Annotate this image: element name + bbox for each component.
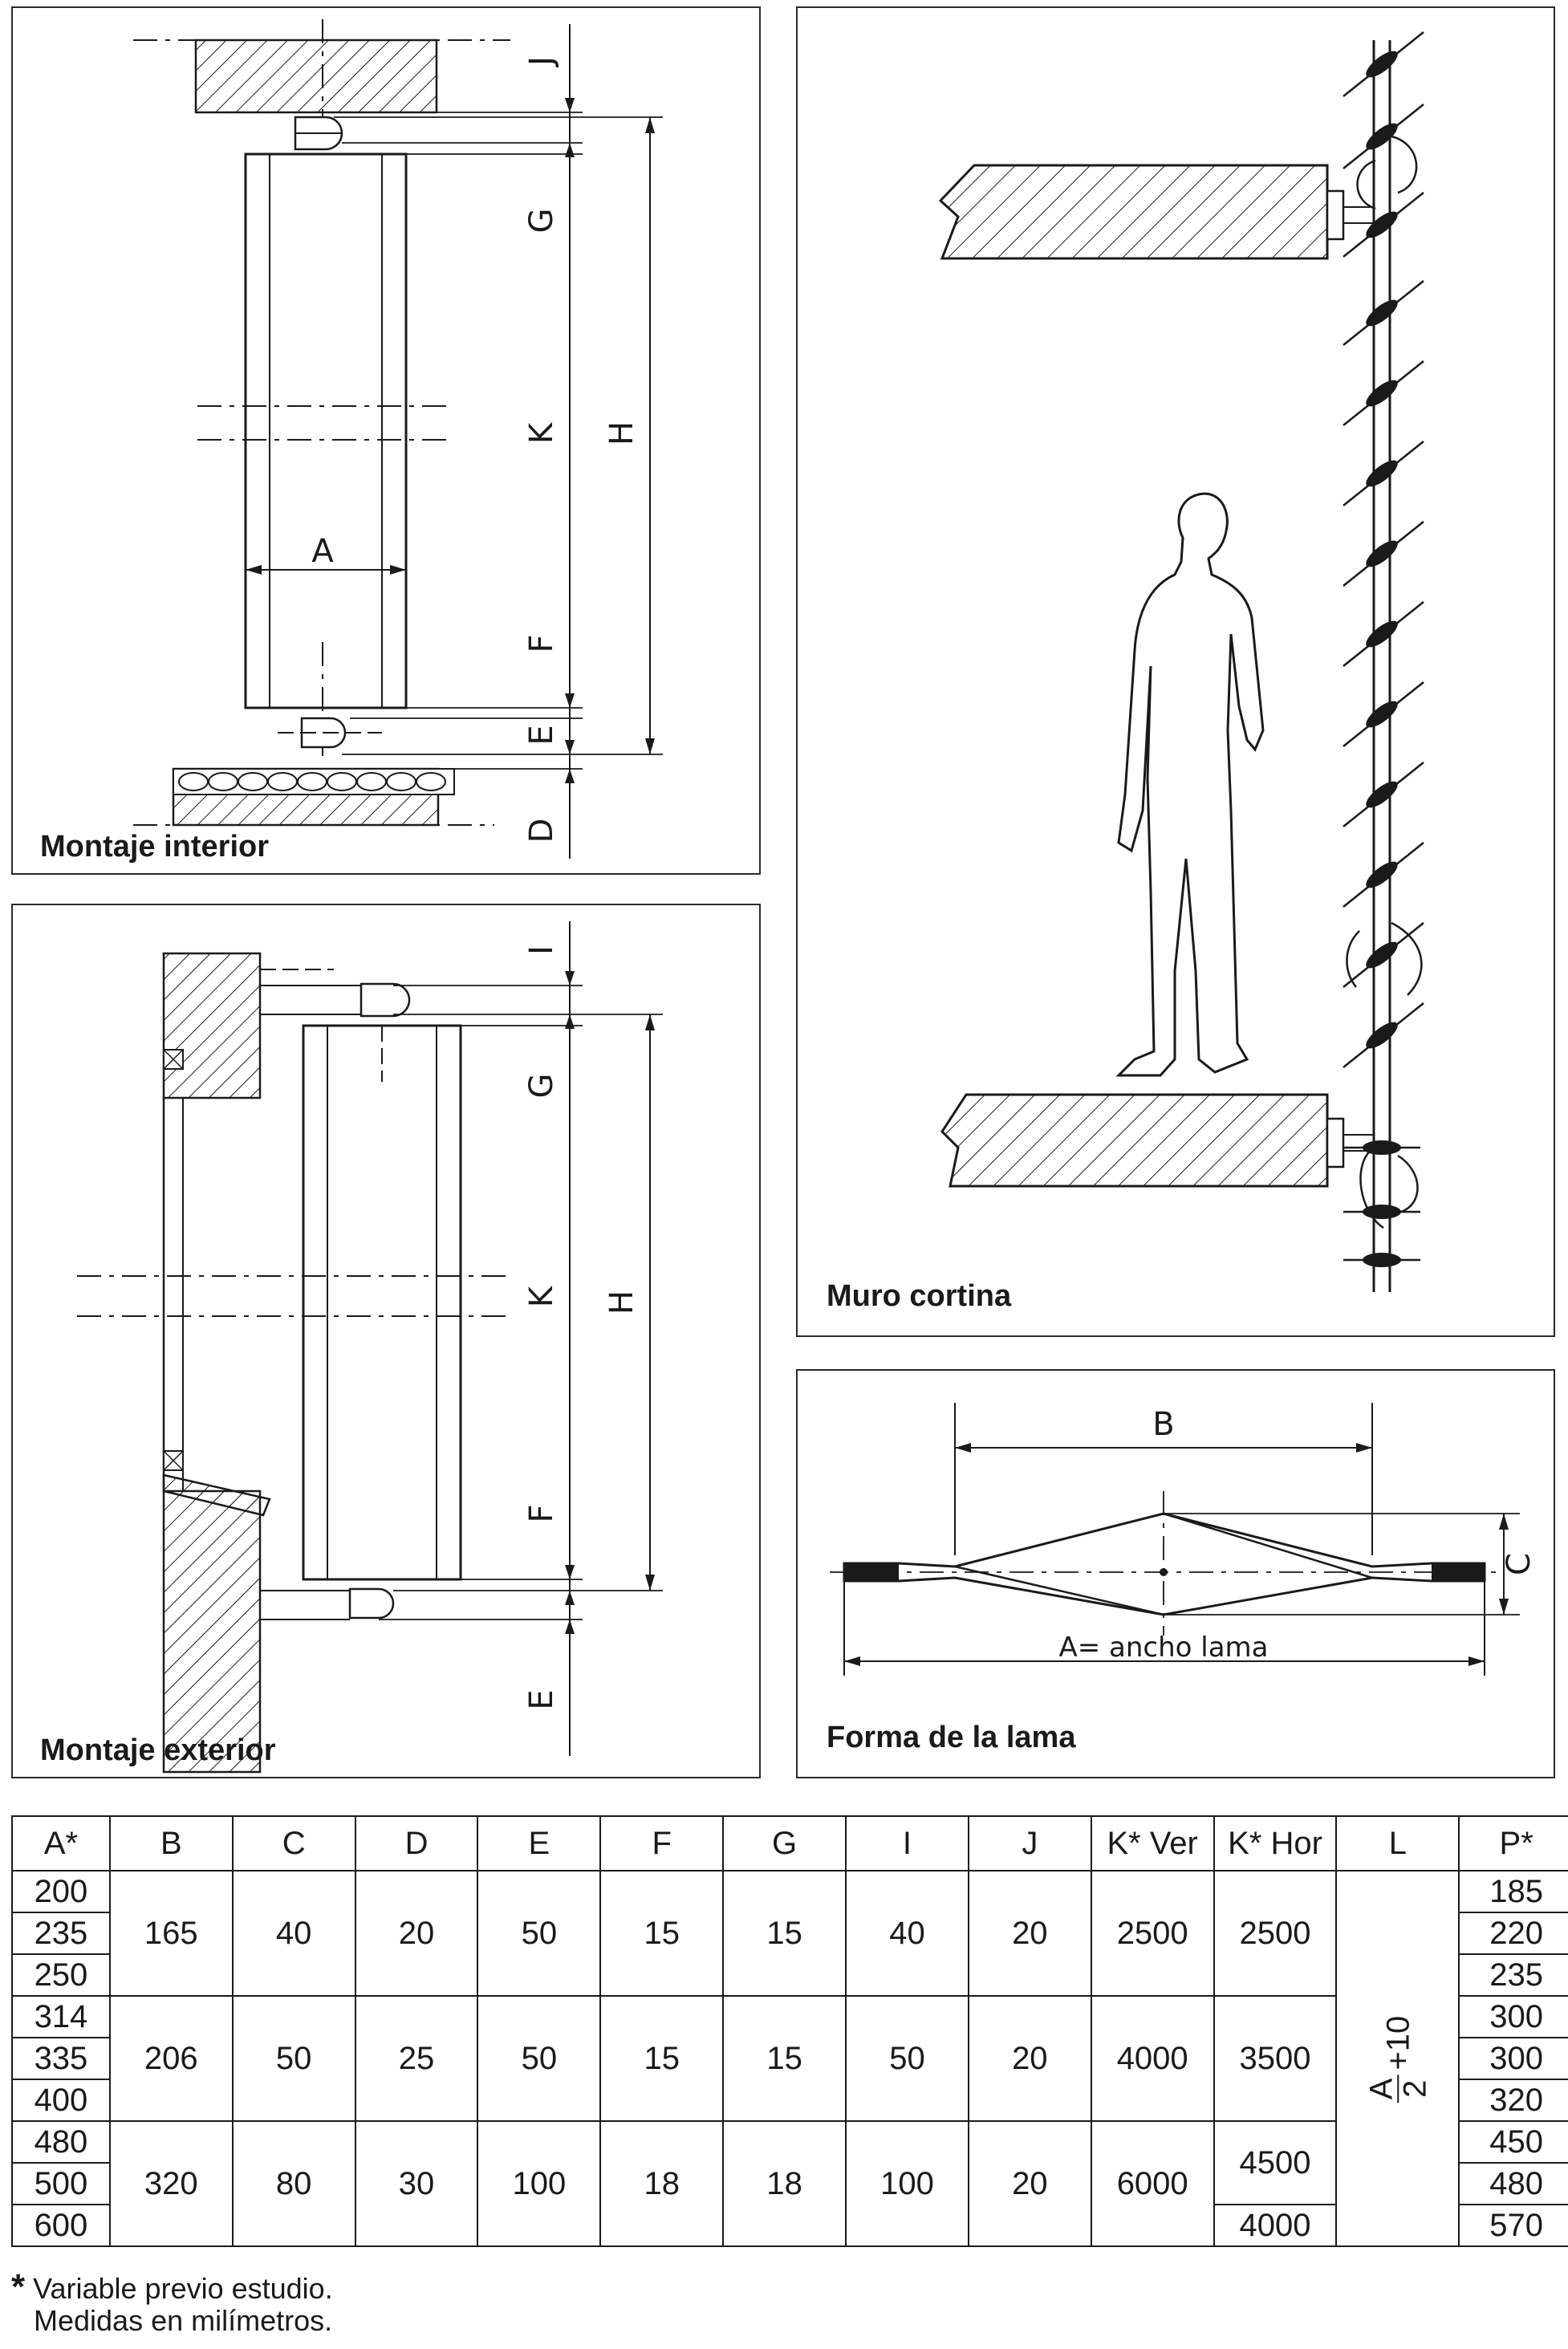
- footnote-star: *: [11, 2267, 26, 2306]
- cell-a: 250: [12, 1954, 110, 1996]
- l-fraction: [1365, 2075, 1431, 2103]
- l-numerator: A: [1365, 2075, 1399, 2103]
- table-row: [12, 1996, 1568, 2038]
- cell-k-hor: 4000: [1214, 2205, 1337, 2246]
- curtain-blade: [1363, 857, 1402, 892]
- footnote-text-2: Medidas en milímetros.: [34, 2304, 333, 2337]
- blade-profile: [844, 1514, 1485, 1615]
- header-l: L: [1336, 1816, 1459, 1871]
- label-a-ancho: A= ancho lama: [1058, 1632, 1269, 1664]
- cell-d: 20: [355, 1871, 478, 1996]
- upper-slab: [940, 165, 1327, 258]
- cell-p: 300: [1459, 1996, 1568, 2038]
- header-g: G: [723, 1816, 846, 1871]
- cell-f: 15: [600, 1871, 723, 1996]
- label-h: H: [603, 421, 640, 446]
- header-k-ver: K* Ver: [1091, 1816, 1214, 1871]
- header-i: I: [846, 1816, 969, 1871]
- header-b: B: [110, 1816, 233, 1871]
- cell-a: 500: [12, 2163, 110, 2205]
- forma-lama-drawing: [798, 1371, 1557, 1780]
- header-e: E: [477, 1816, 600, 1871]
- footnote-text-1: Variable previo estudio.: [33, 2272, 333, 2305]
- cell-g: 15: [723, 1871, 846, 1996]
- cell-a: 600: [12, 2205, 110, 2246]
- label-g-ext: G: [523, 1073, 560, 1099]
- ceiling-slab: [196, 40, 437, 112]
- cell-j: 20: [969, 2121, 1091, 2246]
- cell-a: 200: [12, 1871, 110, 1912]
- cell-a: 400: [12, 2079, 110, 2121]
- label-g: G: [523, 208, 560, 234]
- label-k-ext: K: [523, 1286, 560, 1308]
- cell-a: 314: [12, 1996, 110, 2038]
- cell-k-ver: 4000: [1091, 1996, 1214, 2121]
- cell-j: 20: [969, 1871, 1091, 1996]
- cell-d: 25: [355, 1996, 478, 2121]
- cell-p: 185: [1459, 1871, 1568, 1912]
- l-denominator: 2: [1396, 2079, 1432, 2099]
- cell-i: 40: [846, 1871, 969, 1996]
- lower-slab: [942, 1095, 1327, 1186]
- person-figure: [1119, 494, 1263, 1075]
- cell-p: 300: [1459, 2038, 1568, 2079]
- montaje-exterior-caption: Montaje exterior: [40, 1733, 276, 1767]
- curtain-wall-blades: [1343, 32, 1424, 1267]
- cell-e: 100: [477, 2121, 600, 2246]
- muro-cortina-caption: Muro cortina: [827, 1279, 1012, 1313]
- footnote-line-2: [11, 2305, 333, 2337]
- cell-k-hor: 2500: [1214, 1871, 1337, 1996]
- montaje-interior-panel: [11, 6, 761, 875]
- label-e-ext: E: [523, 1689, 560, 1710]
- muro-cortina-drawing: [798, 8, 1557, 1339]
- cell-p: 450: [1459, 2121, 1568, 2163]
- label-i: I: [523, 945, 560, 955]
- cell-p: 235: [1459, 1954, 1568, 1996]
- forma-lama-panel: [796, 1369, 1555, 1778]
- wall-upper: [164, 953, 260, 1098]
- cell-g: 15: [723, 1996, 846, 2121]
- label-c: C: [1501, 1553, 1538, 1575]
- cell-c: 50: [233, 1996, 355, 2121]
- dimensions-table: [11, 1815, 1568, 2247]
- curtain-blade: [1363, 456, 1402, 491]
- curtain-blade: [1363, 777, 1402, 812]
- top-pivot-ext: [361, 984, 409, 1016]
- cell-f: 15: [600, 1996, 723, 2121]
- header-c: C: [233, 1816, 355, 1871]
- label-f-ext: F: [523, 1504, 560, 1523]
- label-k: K: [523, 422, 560, 445]
- curtain-blade: [1363, 119, 1402, 154]
- cell-p: 320: [1459, 2079, 1568, 2121]
- montaje-interior-caption: Montaje interior: [40, 830, 270, 864]
- cell-a: 480: [12, 2121, 110, 2163]
- cell-k-hor: 3500: [1214, 1996, 1337, 2121]
- montaje-exterior-panel: [11, 904, 761, 1778]
- label-d: D: [523, 818, 560, 843]
- label-b: B: [1152, 1406, 1175, 1443]
- l-suffix: +10: [1379, 2015, 1416, 2071]
- cell-j: 20: [969, 1996, 1091, 2121]
- header-p: P*: [1459, 1816, 1568, 1871]
- cell-d: 30: [355, 2121, 478, 2246]
- curtain-blade: [1363, 697, 1402, 732]
- cell-i: 100: [846, 2121, 969, 2246]
- cell-b: 206: [110, 1996, 233, 2121]
- table-header-row: [12, 1816, 1568, 1871]
- cell-b: 320: [110, 2121, 233, 2246]
- cell-p: 220: [1459, 1912, 1568, 1954]
- cell-p: 570: [1459, 2205, 1568, 2246]
- wall-lower: [164, 1491, 260, 1772]
- curtain-blade: [1363, 376, 1402, 411]
- curtain-blade: [1363, 207, 1402, 242]
- montaje-exterior-drawing: [13, 905, 762, 1780]
- curtain-blade: [1363, 295, 1402, 331]
- footnote-line-1: [11, 2267, 333, 2306]
- cell-e: 50: [477, 1996, 600, 2121]
- montaje-interior-drawing: [13, 8, 762, 876]
- header-f: F: [600, 1816, 723, 1871]
- cell-a: 335: [12, 2038, 110, 2079]
- cell-k-ver: 6000: [1091, 2121, 1214, 2246]
- label-f: F: [523, 634, 560, 653]
- header-j: J: [969, 1816, 1091, 1871]
- cell-l-formula: [1336, 1871, 1459, 2246]
- cell-i: 50: [846, 1996, 969, 2121]
- forma-lama-caption: Forma de la lama: [827, 1721, 1076, 1754]
- table-row: [12, 2121, 1568, 2163]
- curtain-blade: [1363, 616, 1402, 652]
- cell-b: 165: [110, 1871, 233, 1996]
- muro-cortina-panel: [796, 6, 1555, 1337]
- curtain-blade: [1363, 1018, 1402, 1053]
- label-e: E: [523, 725, 560, 746]
- header-d: D: [355, 1816, 478, 1871]
- cell-e: 50: [477, 1871, 600, 1996]
- label-j: J: [523, 56, 560, 66]
- cell-k-ver: 2500: [1091, 1871, 1214, 1996]
- cell-a: 235: [12, 1912, 110, 1954]
- label-a: A: [311, 533, 334, 570]
- bottom-pivot-ext: [350, 1589, 393, 1618]
- footnotes: [11, 2267, 333, 2337]
- curtain-blade: [1363, 937, 1402, 973]
- cell-c: 40: [233, 1871, 355, 1996]
- cell-p: 480: [1459, 2163, 1568, 2205]
- curtain-blade: [1363, 47, 1402, 82]
- curtain-blade: [1363, 536, 1402, 571]
- cell-k-hor: 4500: [1214, 2121, 1337, 2205]
- table-row: [12, 1871, 1568, 1912]
- cell-c: 80: [233, 2121, 355, 2246]
- header-a: A*: [12, 1816, 110, 1871]
- cell-g: 18: [723, 2121, 846, 2246]
- label-h-ext: H: [603, 1290, 640, 1315]
- header-k-hor: K* Hor: [1214, 1816, 1337, 1871]
- cell-f: 18: [600, 2121, 723, 2246]
